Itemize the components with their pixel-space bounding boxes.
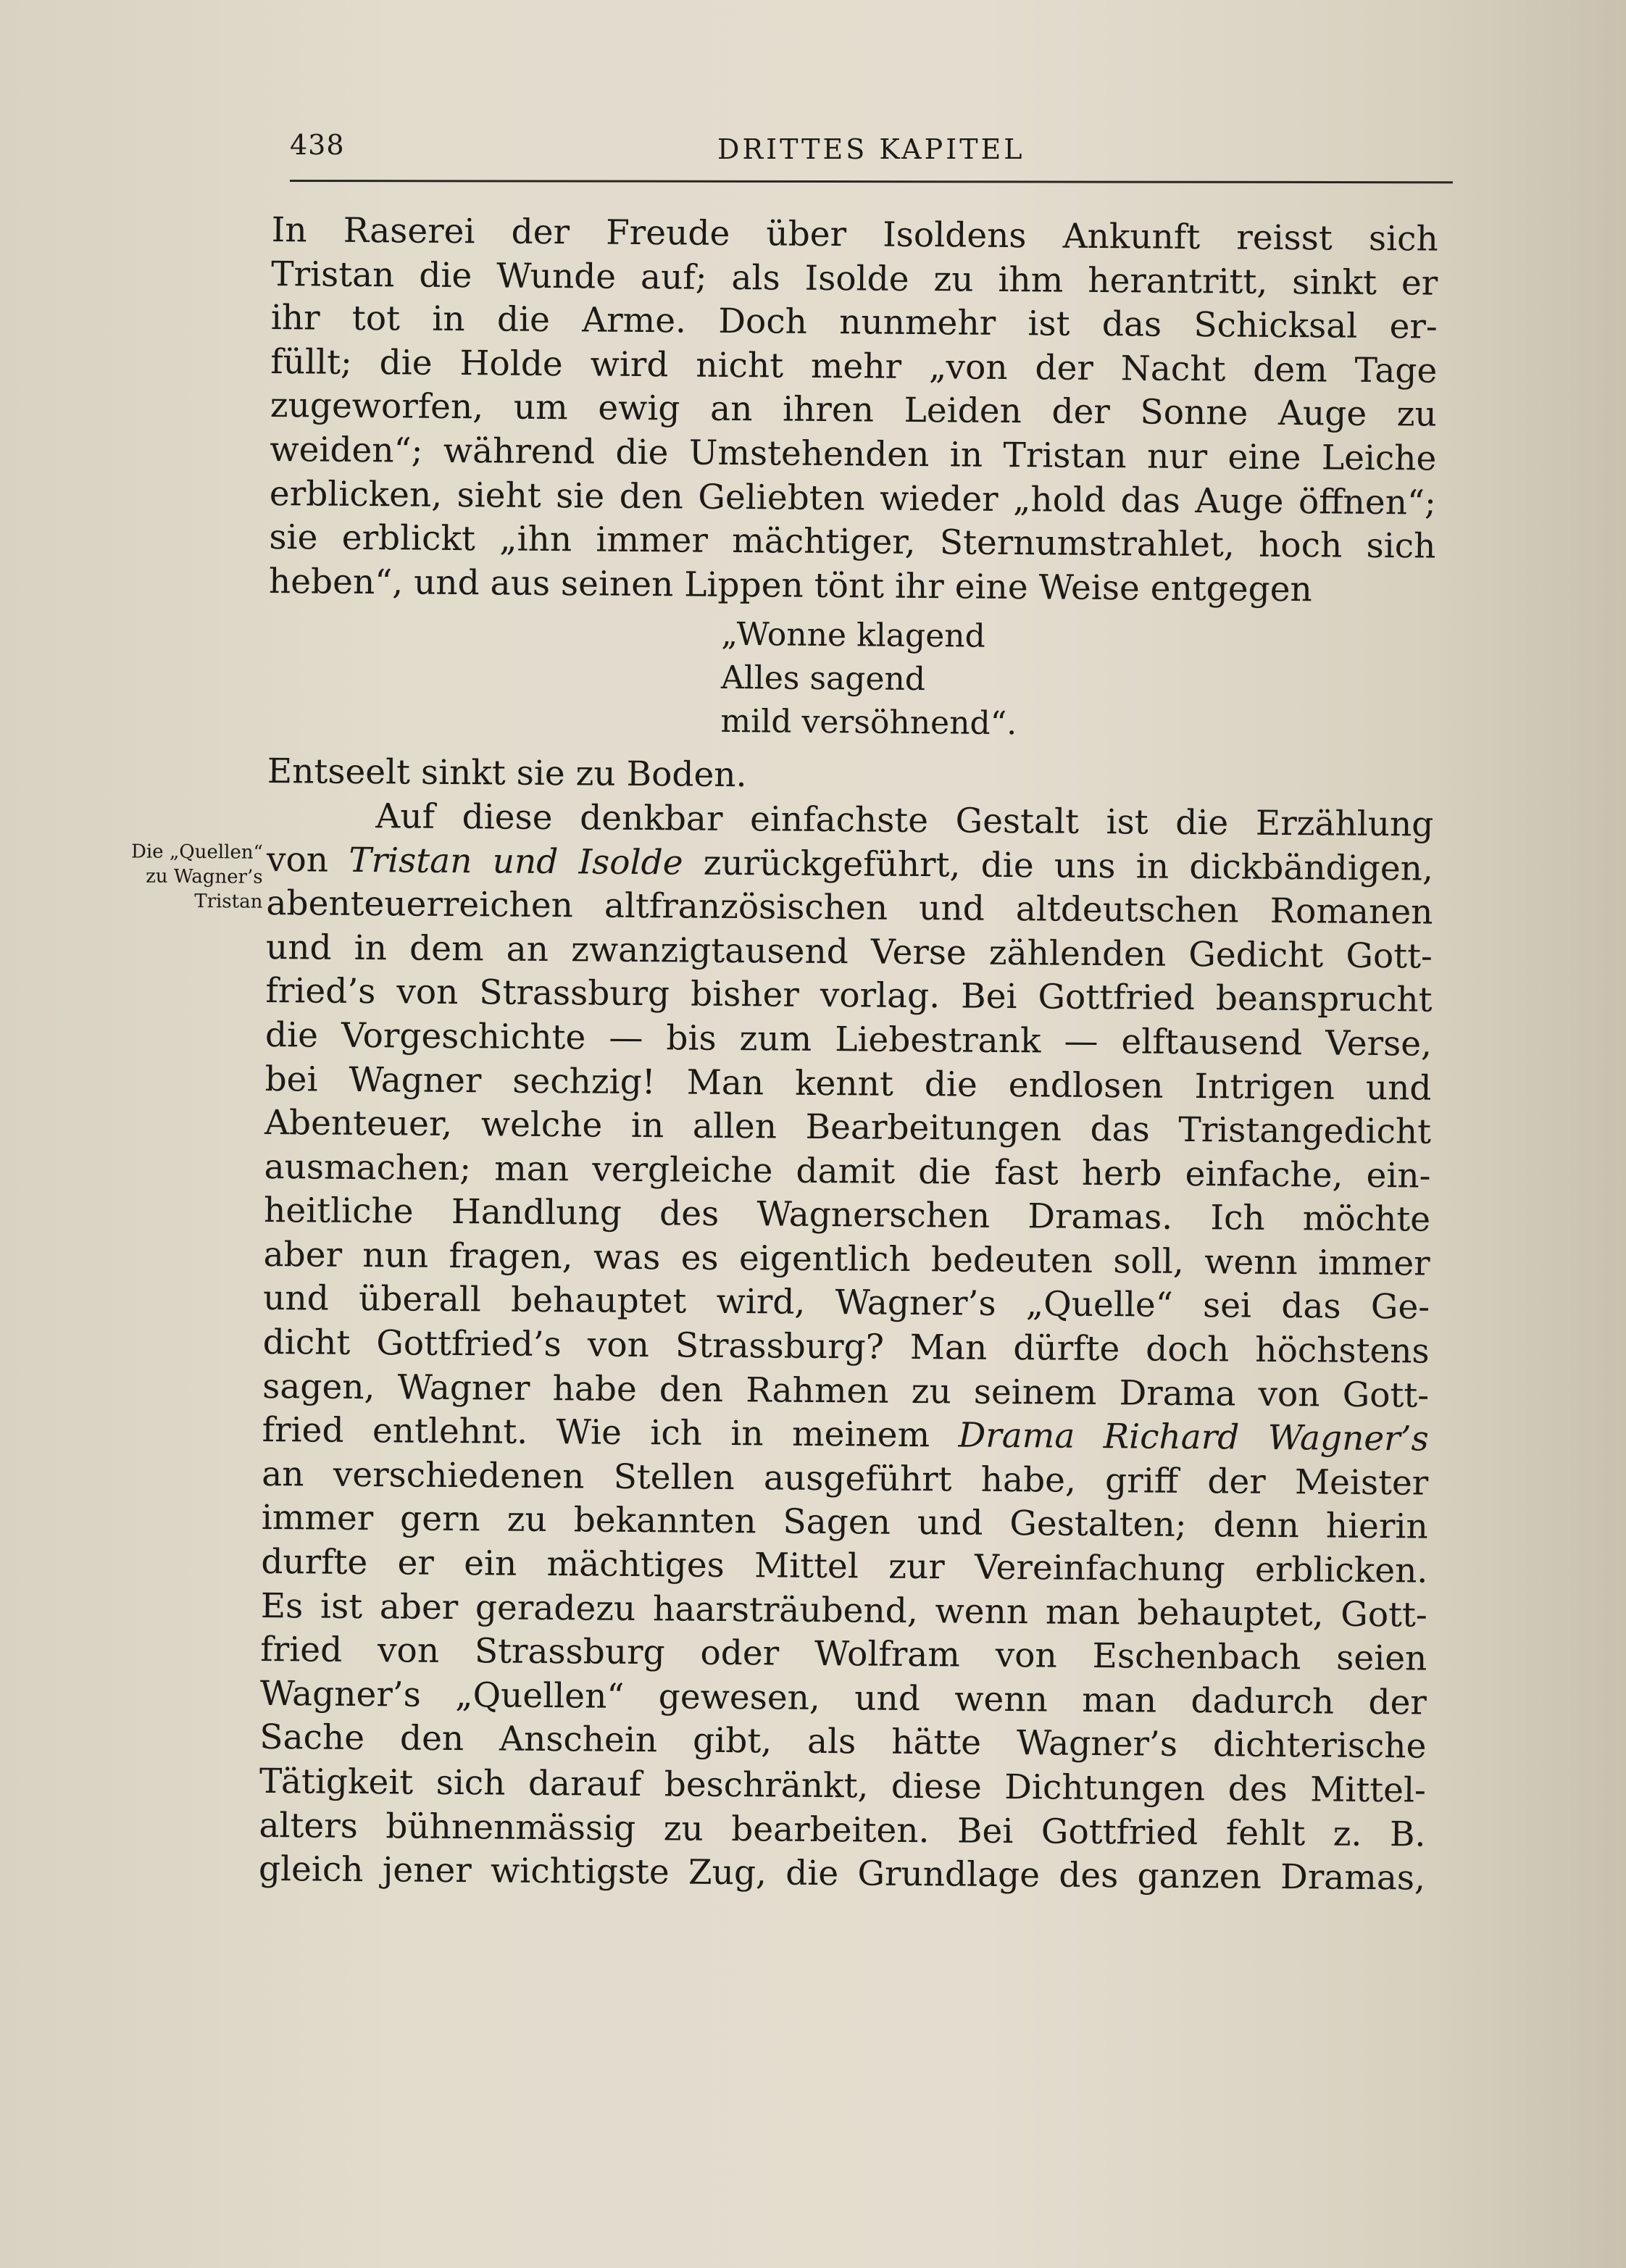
text-line: füllt; die Holde wird nicht mehr „von der Nacht dem Tage [270,341,1438,391]
verse-line: Alles sagend [720,659,926,699]
text-line: fried’s von Strassburg bisher vorlag. Bei Gottfried beansprucht [265,971,1433,1020]
text-line: ausmachen; man vergleiche damit die fast herb einfache, ein- [264,1146,1431,1196]
text-line: Wagner’s „Quellen“ gewesen, und wenn man dadurch der [259,1673,1427,1723]
text-line: heben“, und aus seinen Lippen tönt ihr eine Weise entgegen [268,561,1313,610]
paragraph-1 [269,209,1438,613]
text-line: dicht Gottfried’s von Strassburg? Man dürfte doch höchstens [262,1322,1430,1372]
text-line: abenteuerreichen altfranzösischen und altdeutschen Romanen [266,883,1433,933]
page-header [290,129,1449,180]
text-line: aber nun fragen, was es eigentlich bedeuten soll, wenn immer [263,1234,1430,1284]
text-run: von [266,839,349,880]
text-line: durfte er ein mächtiges Mittel zur Vereinfachung erblicken. [261,1541,1428,1591]
verse-quote [267,609,1435,749]
text-line: sagen, Wagner habe den Rahmen zu seinem Drama von Gott- [262,1366,1430,1416]
text-line: heitliche Handlung des Wagnerschen Dramas. Ich möchte [263,1191,1431,1240]
margin-note [85,839,263,914]
text-line: an verschiedenen Stellen ausgeführt habe, griff der Meister [262,1454,1429,1504]
verse-line: „Wonne klagend [721,616,985,656]
margin-note-line: zu Wagner’s [146,865,263,888]
body-text [259,209,1438,1901]
text-line: fried von Strassburg oder Wolfram von Eschenbach seien [260,1630,1427,1679]
text-line: sie erblickt „ihn immer mächtiger, Sternumstrahlet, hoch sich [269,517,1436,567]
paragraph-2 [259,794,1434,1901]
page-number: 438 [290,129,345,161]
text-line: Tätigkeit sich darauf beschränkt, diese Dichtungen des Mittel- [259,1761,1427,1811]
header-rule [290,180,1453,183]
margin-note-line: Tristan [194,891,263,913]
text-line: Es ist aber geradezu haarsträubend, wenn man behauptet, Gott- [260,1585,1428,1635]
text-line: Tristan die Wunde auf; als Isolde zu ihm herantritt, sinkt er [271,254,1438,304]
title-italic: Tristan und Isolde [349,840,683,883]
running-head: DRITTES KAPITEL [717,133,1025,165]
text-line: zugeworfen, um ewig an ihren Leiden der Sonne Auge zu [270,385,1438,435]
text-line: Auf diese denkbar einfachste Gestalt ist die Erzählung [375,796,1434,845]
text-run: fried entlehnt. Wie ich in meinem [262,1410,959,1456]
text-run: zurückgeführt, die uns in dickbändigen, [683,843,1434,889]
text-line: immer gern zu bekannten Sagen und Gestalten; denn hierin [261,1498,1428,1548]
text-line: erblicken, sieht sie den Geliebten wieder „hold das Auge öffnen“; [269,473,1437,523]
text-line: In Raserei der Freude über Isoldens Ankunft reisst sich [271,209,1438,259]
closing-line: Entseelt sinkt sie zu Boden. [267,751,747,796]
text-line: weiden“; während die Umstehenden in Tristan nur eine Leiche [270,429,1437,479]
text-line: alters bühnenmässig zu bearbeiten. Bei Gottfried fehlt z. B. [259,1805,1426,1855]
text-line: bei Wagner sechzig! Man kennt die endlosen Intrigen und [264,1059,1432,1109]
margin-note-line: Die „Quellen“ [130,841,263,864]
verse-line: mild versöhnend“. [720,703,1017,743]
text-line: und in dem an zwanzigtausend Verse zählenden Gedicht Gott- [265,927,1433,977]
text-line: und überall behauptet wird, Wagner’s „Quelle“ sei das Ge- [262,1278,1430,1328]
text-line: gleich jener wichtigste Zug, die Grundlage des ganzen Dramas, [258,1849,1426,1898]
text-line: ihr tot in die Arme. Doch nunmehr ist das Schicksal er- [270,298,1438,347]
text-line: Sache den Anschein gibt, als hätte Wagner’s dichterische [259,1717,1427,1767]
text-line: die Vorgeschichte — bis zum Liebestrank — elftausend Verse, [264,1014,1433,1064]
title-italic: Drama Richard Wagner’s [958,1415,1429,1459]
text-line: Abenteuer, welche in allen Bearbeitungen das Tristangedicht [264,1103,1432,1152]
